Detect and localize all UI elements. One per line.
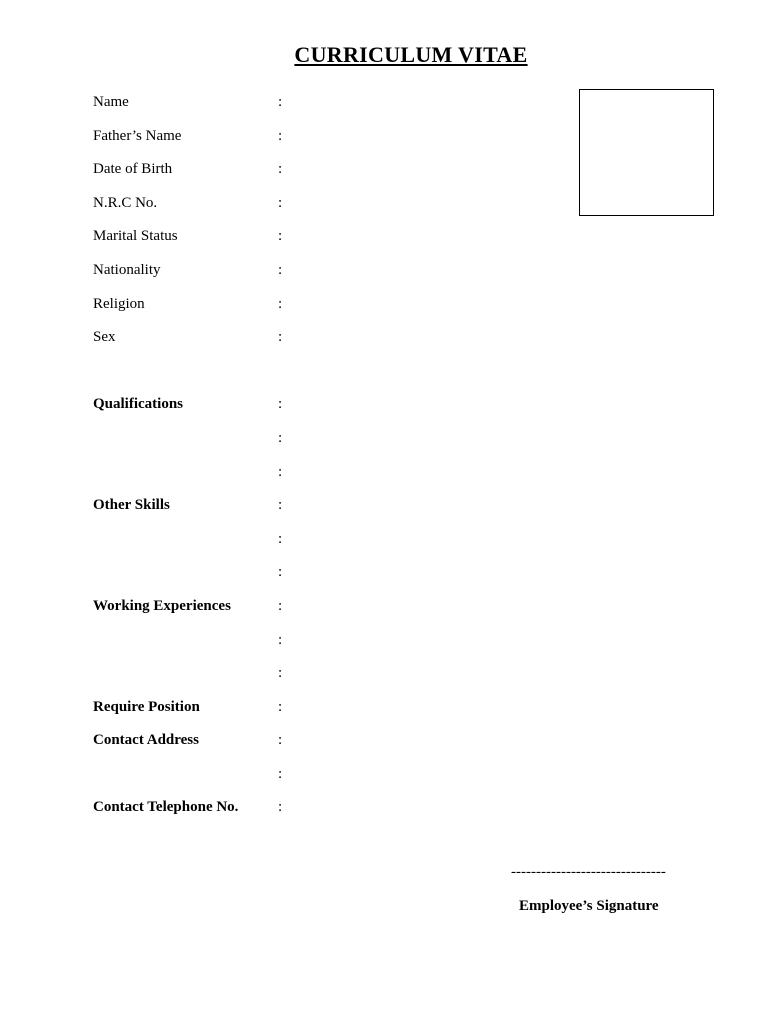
field-colon: : xyxy=(278,396,283,413)
field-colon: : xyxy=(278,295,283,312)
field-label: Working Experiences xyxy=(93,597,231,614)
field-colon: : xyxy=(278,530,283,547)
field-label: Religion xyxy=(93,295,145,312)
form-row xyxy=(93,194,553,228)
form-row xyxy=(93,463,553,497)
field-colon: : xyxy=(278,564,283,581)
career-details-section xyxy=(93,395,553,832)
form-row xyxy=(93,295,553,329)
form-row xyxy=(93,731,553,765)
field-label: Contact Telephone No. xyxy=(93,799,239,816)
field-label: Other Skills xyxy=(93,497,170,514)
field-colon: : xyxy=(278,161,283,178)
field-label: N.R.C No. xyxy=(93,194,158,211)
field-colon: : xyxy=(278,329,283,346)
field-label: Nationality xyxy=(93,261,161,278)
form-rows xyxy=(93,93,553,832)
field-colon: : xyxy=(278,665,283,682)
field-colon: : xyxy=(278,94,283,110)
field-colon: : xyxy=(278,127,283,144)
form-row xyxy=(93,227,553,261)
document-title: CURRICULUM VITAE xyxy=(294,42,528,67)
field-label: Sex xyxy=(93,329,116,346)
form-row xyxy=(93,631,553,665)
field-colon: : xyxy=(278,497,283,514)
form-row xyxy=(93,328,553,362)
photo-placeholder-box xyxy=(579,89,714,216)
form-row xyxy=(93,597,553,631)
field-colon: : xyxy=(278,732,283,749)
signature-line: ------------------------------- xyxy=(511,864,666,880)
field-label: Name xyxy=(93,94,129,110)
form-row xyxy=(93,395,553,429)
field-label: Contact Address xyxy=(93,732,199,749)
personal-details-section xyxy=(93,93,553,362)
form-row xyxy=(93,429,553,463)
form-row xyxy=(93,261,553,295)
field-colon: : xyxy=(278,765,283,782)
field-colon: : xyxy=(278,799,283,816)
field-colon: : xyxy=(278,194,283,211)
form-row xyxy=(93,127,553,161)
field-colon: : xyxy=(278,698,283,715)
signature-label: Employee’s Signature xyxy=(519,898,659,914)
form-row xyxy=(93,530,553,564)
field-label: Father’s Name xyxy=(93,127,182,144)
form-row xyxy=(93,765,553,799)
form-row xyxy=(93,798,553,832)
section-spacer xyxy=(93,362,553,396)
field-label: Require Position xyxy=(93,698,200,715)
form-row xyxy=(93,664,553,698)
form-row xyxy=(93,698,553,732)
field-colon: : xyxy=(278,631,283,648)
field-label: Qualifications xyxy=(93,396,184,413)
field-colon: : xyxy=(278,228,283,245)
field-colon: : xyxy=(278,261,283,278)
form-row xyxy=(93,93,553,127)
field-colon: : xyxy=(278,597,283,614)
form-row xyxy=(93,563,553,597)
field-label: Date of Birth xyxy=(93,161,173,178)
field-colon: : xyxy=(278,463,283,480)
form-row xyxy=(93,496,553,530)
field-label: Marital Status xyxy=(93,228,178,245)
field-colon: : xyxy=(278,429,283,446)
form-row xyxy=(93,160,553,194)
